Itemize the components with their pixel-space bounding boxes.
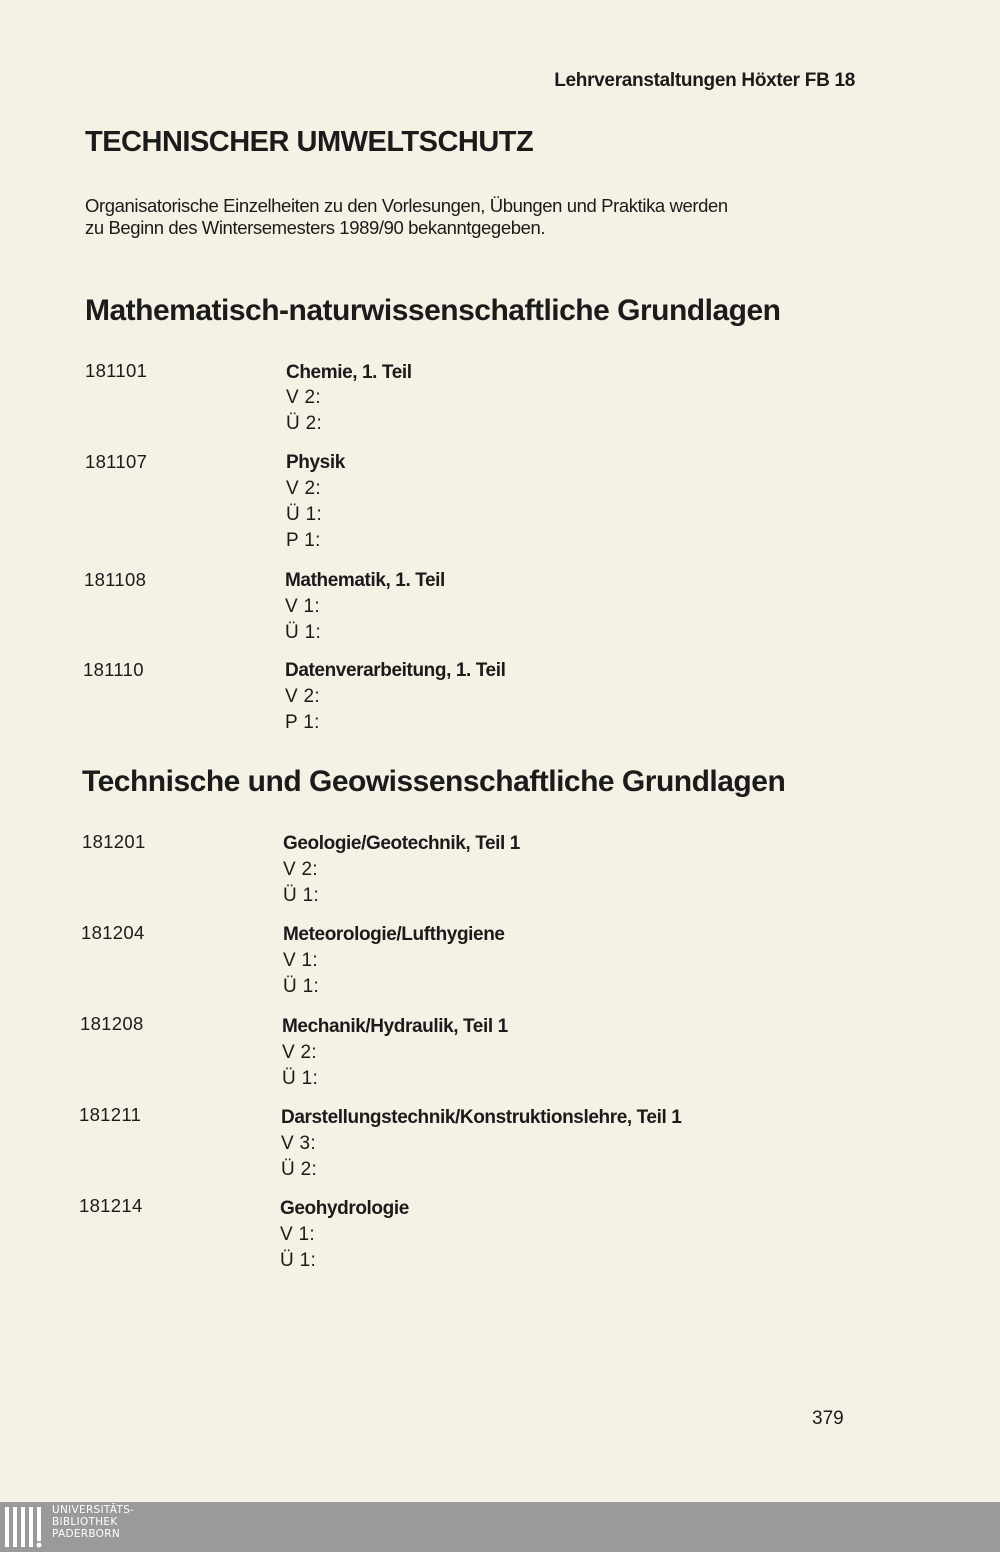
course-hours-line: Ü 1: <box>285 622 322 643</box>
library-footer-bar <box>0 1502 1000 1552</box>
running-header: Lehrveranstaltungen Höxter FB 18 <box>554 70 855 91</box>
course-title: Geologie/Geotechnik, Teil 1 <box>283 833 520 854</box>
course-number: 181110 <box>83 659 144 680</box>
logo-text-line: PADERBORN <box>52 1528 120 1540</box>
intro-paragraph <box>85 195 845 239</box>
course-number: 181108 <box>84 569 147 590</box>
page-title: TECHNISCHER UMWELTSCHUTZ <box>85 126 534 158</box>
course-number: 181107 <box>85 451 148 472</box>
course-number: 181214 <box>79 1195 143 1216</box>
course-number: 181204 <box>81 922 145 943</box>
course-number: 181211 <box>79 1104 142 1125</box>
intro-line: zu Beginn des Wintersemesters 1989/90 bekanntgegeben. <box>85 217 546 238</box>
course-number: 181208 <box>80 1013 144 1034</box>
course-title: Physik <box>286 452 345 473</box>
course-hours-line: V 2: <box>285 686 320 707</box>
course-hours-line: V 2: <box>286 387 321 408</box>
course-title: Meteorologie/Lufthygiene <box>283 924 505 945</box>
course-title: Darstellungstechnik/Konstruktionslehre, Teil 1 <box>281 1107 682 1128</box>
logo-text-line: BIBLIOTHEK <box>52 1516 118 1528</box>
library-logo-icon <box>3 1505 47 1549</box>
intro-line: Organisatorische Einzelheiten zu den Vorlesungen, Übungen und Praktika werden <box>85 195 728 216</box>
course-hours-line: Ü 2: <box>286 413 323 434</box>
course-hours-line: V 1: <box>280 1224 315 1245</box>
course-title: Geohydrologie <box>280 1198 409 1219</box>
course-number: 181201 <box>82 831 146 852</box>
page-number: 379 <box>812 1408 844 1429</box>
course-hours-line: Ü 1: <box>282 1068 319 1089</box>
course-hours-line: Ü 1: <box>283 885 320 906</box>
course-hours-line: V 2: <box>286 478 321 499</box>
course-title: Mathematik, 1. Teil <box>285 570 445 591</box>
course-hours-line: Ü 1: <box>280 1250 317 1271</box>
course-hours-line: Ü 1: <box>286 504 323 525</box>
course-hours-line: V 2: <box>282 1042 317 1063</box>
course-title: Mechanik/Hydraulik, Teil 1 <box>282 1016 508 1037</box>
logo-text-line: UNIVERSITÄTS- <box>52 1504 135 1516</box>
course-hours-line: V 2: <box>283 859 318 880</box>
course-hours-line: V 1: <box>283 950 318 971</box>
course-number: 181101 <box>85 360 148 381</box>
course-hours-line: P 1: <box>286 530 321 551</box>
course-hours-line: P 1: <box>285 712 320 733</box>
course-title: Datenverarbeitung, 1. Teil <box>285 660 506 681</box>
course-hours-line: Ü 2: <box>281 1159 318 1180</box>
section-heading: Technische und Geowissenschaftliche Grundlagen <box>82 765 786 798</box>
course-title: Chemie, 1. Teil <box>286 362 412 383</box>
course-hours-line: V 1: <box>285 596 320 617</box>
course-hours-line: Ü 1: <box>283 976 320 997</box>
library-logo-text <box>52 1504 134 1540</box>
course-hours-line: V 3: <box>281 1133 316 1154</box>
section-heading: Mathematisch-naturwissenschaftliche Grundlagen <box>85 294 781 327</box>
